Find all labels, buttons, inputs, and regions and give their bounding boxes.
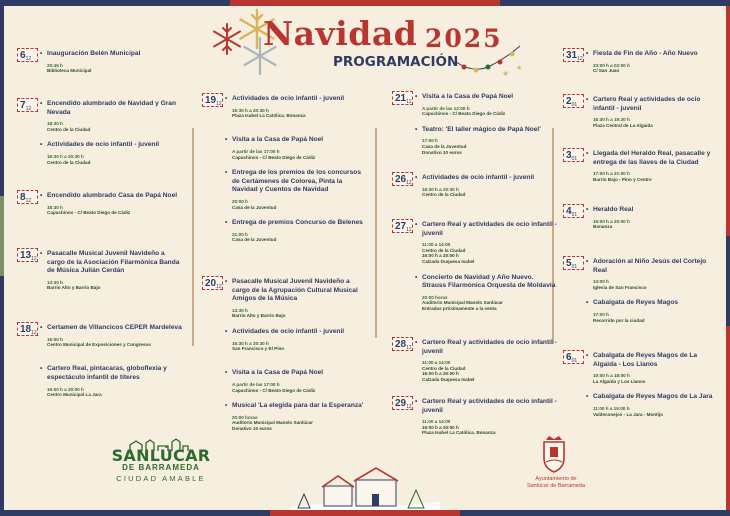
event-item [593,206,715,230]
date-badge [563,48,584,62]
event-detail: 18:30 h [47,121,63,127]
date-day: 6 [20,50,26,61]
event-title: • Cabalgata de Reyes Magos de La Algaida - Los Llanos [593,352,715,369]
event-detail: Biblioteca Municipal [47,68,92,74]
event-detail: Barrio Alto y Barrio Bajo [232,313,286,319]
event-title: • Heraldo Real [593,206,715,215]
right-frame-band [726,6,730,510]
event-detail: 11:00 a 14:00 [422,360,451,366]
event-item [47,324,182,348]
event-item [232,278,367,319]
event-title: • Musical 'La elegida para dar la Esperanza' [232,402,367,411]
event-detail: Plaza Central de La Algaida [593,122,653,128]
event-detail: La Algaida y Los Llanos [593,378,646,384]
event-detail: 17:00 h [422,138,438,144]
date-month: 12 [25,106,32,112]
date-badge [17,322,38,336]
date-badge [17,48,38,62]
event-detail: 20:45 h [47,62,63,68]
event-item [232,402,367,431]
coat-of-arms-icon [540,434,568,474]
date-month: 01 [571,212,578,218]
event-item [422,398,557,436]
event-detail: 11:00 a 14:00 [422,242,451,248]
event-title: • Certamen de Villancicos CEPER Mardeleva [47,324,182,333]
date-badge [17,190,38,204]
date-month: 12 [406,345,412,351]
event-item [47,250,182,291]
event-item [422,339,557,383]
svg-text:★: ★ [502,69,510,78]
logo-line3: CIUDAD AMABLE [116,474,206,483]
event-item [593,393,715,417]
date-month: 12 [406,227,412,233]
event-detail: Capuchinos - C/ Beato Diego de Cádiz [422,111,506,117]
event-title: • Entrega de los premios de los concursos de Certámenes de Colorea, Pinta la Navidad y Cuentos de Navidad [232,169,367,195]
date-day: 3 [566,150,572,161]
event-title: • Cartero Real, pintacaras, globoflexia y espectáculo infantil de títeres [47,365,182,382]
event-detail: 23:00 h a 02:00 h [593,62,630,68]
event-detail: Barrio Alto y Barrio Bajo [47,285,101,291]
event-title: • Cartero Real y actividades de ocio infantil - juvenil [422,339,557,356]
event-title: • Actividades de ocio infantil - juvenil [232,95,367,104]
date-badge [392,91,413,105]
event-item [232,95,367,119]
event-detail: 21:00 h [232,231,248,237]
date-month: 12 [216,284,222,290]
event-detail: Iglesia de San Francisco [593,284,647,290]
logo-line2: DE BARRAMEDA [122,463,200,472]
date-day: 26 [395,174,407,185]
event-detail: Recorrido por la ciudad [593,317,645,323]
event-title: • Llegada del Heraldo Real, pasacalle y entrega de las llaves de la Ciudad [593,150,715,167]
event-title: • Actividades de ocio infantil - juvenil [422,174,557,183]
date-badge [392,172,413,186]
event-detail: Donativo 10 euros [422,149,462,155]
date-month: 12 [31,256,37,262]
event-detail: 20:00 horas [232,414,258,420]
event-detail: 16:30 h a 20:30 h [47,153,84,159]
event-item [593,96,715,128]
date-day: 28 [395,339,407,350]
event-title: • Encendido alumbrado de Navidad y Gran Nevada [47,100,182,117]
date-month: 01 [571,102,578,108]
event-item [232,136,367,160]
date-month: 12 [216,101,222,107]
date-day: 19 [205,95,217,106]
date-month: 12 [25,56,32,62]
event-title: • Visita a la Casa de Papá Noel [232,369,367,378]
event-detail: Calzada Duquesa Isabel [422,258,475,264]
date-day: 5 [566,258,572,269]
event-item [47,100,182,132]
event-title: • Visita a la Casa de Papá Noel [232,136,367,145]
date-month: 01 [571,264,578,270]
string-lights-icon [454,40,524,80]
date-day: 4 [566,206,572,217]
event-detail: Barrio Bajo - Pino y Centro [593,176,652,182]
event-detail: Capuchinos - C/ Beato Diego de Cádiz [47,210,131,216]
event-detail: 13:30 h [232,307,248,313]
event-detail: 18:30 h [47,204,63,210]
event-detail: 16:00 h a 20:00 h [422,424,459,430]
event-detail: Centro de la Ciudad [422,365,466,371]
event-item [422,93,557,117]
date-badge [17,98,38,112]
date-badge [563,256,584,270]
event-detail: 16:30 h a 19:30 h [593,117,630,123]
event-title: • Pasacalle Musical Juvenil Navideño a cargo de la Agrupación Cultural Musical Amigos de la Música [232,278,367,304]
village-illustration-icon [290,466,440,510]
date-day: 31 [566,50,578,61]
event-detail: 16:00 h a 20:00 h [422,371,459,377]
column-separator [192,128,194,346]
event-item [47,192,182,216]
event-detail: Casa de la Juventud [232,237,277,243]
date-badge [392,396,413,410]
event-item [593,258,715,290]
date-badge [563,148,584,162]
page-title: Navidad [263,14,418,53]
date-day: 27 [395,221,407,232]
event-detail: 17:00 h a 21:00 h [593,171,630,177]
date-month: 01 [571,156,578,162]
event-item [593,50,715,74]
date-month: 12 [406,404,412,410]
bottom-frame-band [0,510,730,516]
date-month: 12 [577,56,583,62]
date-day: 18 [20,324,32,335]
event-detail: 16:30 h a 20:30 h [232,340,269,346]
event-title: • Fiesta de Fin de Año - Año Nuevo [593,50,715,59]
date-day: 21 [395,93,407,104]
event-title: • Cartero Real y actividades de ocio infantil - juvenil [593,96,715,113]
date-badge [563,350,584,364]
date-month: 12 [25,198,32,204]
event-title: • Cabalgata de Reyes Magos de La Jara [593,393,715,402]
date-badge [392,219,413,233]
date-month: 12 [31,330,37,336]
event-detail: Calzada Duquesa Isabel [422,376,475,382]
date-badge [392,337,413,351]
event-title: • Cabalgata de Reyes Magos [593,299,715,308]
page-year: 2025 [425,24,503,53]
date-day: 2 [566,96,572,107]
event-detail: Centro de la Ciudad [47,126,91,132]
event-detail: Casa de la Juventud [232,204,277,210]
event-detail: Auditorio Municipal Manolo Sanlúcar [422,300,503,306]
event-detail: Centro de la Ciudad [422,192,466,198]
event-detail: Centro Municipal de Exposiciones y Congresos [47,342,151,348]
event-detail: 20:00 horas [422,294,448,300]
ayuntamiento-logo [518,476,594,489]
event-detail: Capuchinos - C/ Beato Diego de Cádiz [232,387,316,393]
date-day: 13 [20,250,32,261]
event-title: • Actividades de ocio infantil - juvenil [47,141,182,150]
event-detail: 13:00 h [593,279,609,285]
event-detail: 11:00 a 14:00 [422,419,451,425]
event-detail: 17:00 h [593,311,609,317]
date-day: 7 [20,100,26,111]
event-detail: A partir de las 17:00 h [232,148,280,154]
event-detail: Bonanza [593,224,613,230]
top-frame-band [0,0,730,6]
event-detail: A partir de las 17:00 h [232,381,280,387]
event-detail: Centro Municipal La Jara [47,392,102,398]
date-badge [202,276,223,290]
event-detail: Centro de la Ciudad [422,247,466,253]
left-frame-band [0,6,4,510]
event-title: • Visita a la Casa de Papá Noel [422,93,557,102]
event-item [422,126,557,155]
event-detail: 11:00 h a 15:00 h [593,405,630,411]
event-title: • Concierto de Navidad y Año Nuevo. Strauss Filarmónica Orquesta de Moldavia [422,274,557,291]
event-item [232,369,367,393]
event-item [47,50,182,74]
event-detail: 16:00 h a 20:00 h [422,253,459,259]
event-detail: Valdeconejos - La Jara - Montijo [593,411,663,417]
event-item [593,150,715,182]
event-item [593,299,715,323]
date-day: 20 [205,278,217,289]
event-item [422,221,557,265]
date-badge [563,94,584,108]
ayuntamiento-line1: Ayuntamiento de [535,476,577,482]
date-month: 01 [571,358,578,364]
event-item [47,365,182,397]
date-day: 8 [20,192,26,203]
event-detail: 10:00 h a 18:00 h [593,373,630,379]
date-badge [17,248,38,262]
event-item [232,328,367,352]
event-detail: C/ San Juan [593,68,620,74]
date-month: 12 [406,99,412,105]
column-separator [375,128,377,338]
date-month: 12 [406,180,412,186]
event-item [422,174,557,198]
event-item [593,352,715,384]
event-detail: 16:00 h a 20:00 h [593,218,630,224]
event-detail: 16:30 h a 20:30 h [232,107,269,113]
event-detail: Auditorio Municipal Manolo Sanlúcar [232,420,313,426]
date-badge [563,204,584,218]
event-item [422,274,557,312]
event-detail: Donativo 10 euros [232,425,272,431]
event-title: • Teatro: 'El taller mágico de Papá Noel' [422,126,557,135]
event-detail: Plaza Isabel La Católica. Bonanza [232,113,306,119]
ayuntamiento-line2: Sanlúcar de Barrameda [526,482,586,489]
sanlucar-logo [108,446,214,483]
event-detail: San Francisco y El Pino [232,346,285,352]
event-title: • Entrega de premios Concurso de Belenes [232,219,367,228]
event-detail: 20:00 h [232,198,248,204]
date-day: 6 [566,352,572,363]
event-detail: 13:30 h [47,279,63,285]
event-detail: 16:30 h a 20:30 h [422,186,459,192]
event-title: • Adoración al Niño Jesús del Cortejo Real [593,258,715,275]
page-subtitle: PROGRAMACIÓN [333,54,459,70]
event-detail: Casa de la Juventud [422,143,467,149]
event-title: • Cartero Real y actividades de ocio infantil - juvenil [422,221,557,238]
logo-name: SANLÚCAR [111,446,211,465]
event-detail: Capuchinos - C/ Beato Diego de Cádiz [232,154,316,160]
event-detail: Entradas próximamente a la venta [422,305,497,311]
date-badge [202,93,223,107]
event-detail: A partir de las 12:00 h [422,105,470,111]
event-item [232,169,367,210]
event-detail: 16:00 h a 20:00 h [47,386,84,392]
event-title: • Inauguración Belén Municipal [47,50,182,59]
event-item [47,141,182,165]
event-detail: Centro de la Ciudad [47,159,91,165]
svg-text:★: ★ [516,65,523,72]
event-detail: Plaza Isabel La Católica. Bonanza [422,430,496,436]
event-item [232,219,367,243]
event-title: • Pasacalle Musical Juvenil Navideño a cargo de la Asociación Filarmónica Banda de Música Julián Cerdán [47,250,182,276]
event-detail: 16:00 h [47,336,63,342]
event-title: • Cartero Real y actividades de ocio infantil - juvenil [422,398,557,415]
date-day: 29 [395,398,407,409]
event-title: • Encendido alumbrado Casa de Papá Noel [47,192,182,201]
event-title: • Actividades de ocio infantil - juvenil [232,328,367,337]
